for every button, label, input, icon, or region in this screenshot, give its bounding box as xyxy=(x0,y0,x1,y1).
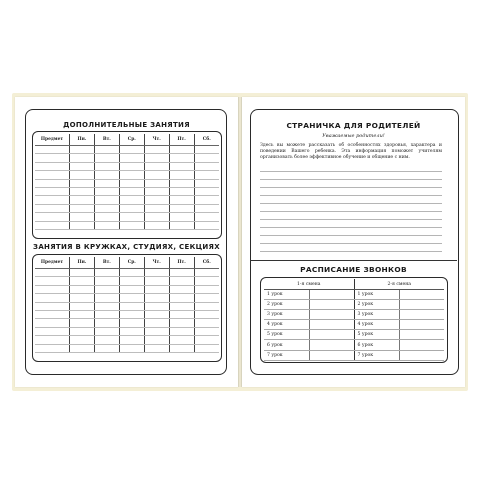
extra-classes-title: ДОПОЛНИТЕЛЬНЫЕ ЗАНЯТИЯ xyxy=(63,121,190,129)
column-header: Пн. xyxy=(70,134,95,146)
writing-line[interactable] xyxy=(260,219,442,220)
table-cell[interactable] xyxy=(169,302,194,310)
table-cell[interactable] xyxy=(169,294,194,302)
lesson-label: 1 урок xyxy=(354,290,399,300)
table-cell[interactable] xyxy=(144,277,169,285)
writing-line[interactable] xyxy=(260,211,442,212)
table-cell[interactable] xyxy=(94,344,119,352)
table-cell[interactable] xyxy=(94,154,119,162)
column-header: Пт. xyxy=(169,134,194,146)
table-cell[interactable] xyxy=(194,277,219,285)
lesson-label: 3 урок xyxy=(264,310,309,320)
table-row xyxy=(35,327,219,335)
table-cell[interactable] xyxy=(35,294,70,302)
table-cell[interactable] xyxy=(169,277,194,285)
column-header: Предмет xyxy=(35,134,70,146)
table-cell[interactable] xyxy=(194,285,219,293)
table-cell[interactable] xyxy=(194,319,219,327)
writing-line[interactable] xyxy=(260,179,442,180)
table-cell[interactable] xyxy=(194,336,219,344)
table-cell[interactable] xyxy=(119,319,144,327)
table-cell[interactable] xyxy=(169,269,194,277)
lesson-label: 5 урок xyxy=(264,330,309,340)
table-cell[interactable] xyxy=(119,187,144,195)
table-cell[interactable] xyxy=(94,213,119,221)
table-cell[interactable] xyxy=(144,344,169,352)
writing-line[interactable] xyxy=(260,243,442,244)
table-row xyxy=(35,310,219,318)
table-cell[interactable] xyxy=(70,344,95,352)
table-cell[interactable] xyxy=(119,310,144,318)
column-header: Пн. xyxy=(70,257,95,269)
table-row xyxy=(35,302,219,310)
table-cell[interactable] xyxy=(194,187,219,195)
table-cell[interactable] xyxy=(119,327,144,335)
bells-header-row xyxy=(264,279,444,290)
table-row xyxy=(35,187,219,195)
table-cell[interactable] xyxy=(119,154,144,162)
table-cell[interactable] xyxy=(35,336,70,344)
table-cell[interactable] xyxy=(144,196,169,204)
table-cell[interactable] xyxy=(35,196,70,204)
time-cell[interactable] xyxy=(309,300,354,310)
shift-2-header: 2-я смена xyxy=(354,279,444,290)
writing-line[interactable] xyxy=(260,195,442,196)
table-row xyxy=(35,277,219,285)
lesson-label: 1 урок xyxy=(264,290,309,300)
table-cell[interactable] xyxy=(35,277,70,285)
lesson-label: 7 урок xyxy=(354,350,399,360)
table-row xyxy=(35,179,219,187)
table-cell[interactable] xyxy=(194,154,219,162)
table-cell[interactable] xyxy=(70,162,95,170)
table-cell[interactable] xyxy=(70,196,95,204)
table-row xyxy=(35,336,219,344)
parents-greeting: Уважаемые родители! xyxy=(322,133,385,139)
table-cell[interactable] xyxy=(194,302,219,310)
writing-line[interactable] xyxy=(260,251,442,252)
time-cell[interactable] xyxy=(399,300,444,310)
column-header: Чт. xyxy=(144,134,169,146)
table-cell[interactable] xyxy=(94,221,119,229)
parents-title: СТРАНИЧКА ДЛЯ РОДИТЕЛЕЙ xyxy=(286,121,421,130)
left-page xyxy=(15,97,238,387)
bells-row xyxy=(264,340,444,350)
time-cell[interactable] xyxy=(309,290,354,300)
table-cell[interactable] xyxy=(144,336,169,344)
parents-intro-text: Здесь вы можете рассказать об особенностях здоровья, характера и поведении Вашего ребенка. Эта информация поможет учителям организовать более эффективное обучение и общение с ним. xyxy=(260,143,442,161)
extra-classes-table xyxy=(35,134,219,230)
column-header: Ср. xyxy=(119,134,144,146)
table-row xyxy=(35,269,219,277)
time-cell[interactable] xyxy=(399,320,444,330)
table-cell[interactable] xyxy=(119,285,144,293)
table-cell[interactable] xyxy=(94,269,119,277)
table-row xyxy=(35,221,219,229)
extra-classes-frame xyxy=(32,131,222,239)
table-cell[interactable] xyxy=(70,285,95,293)
table-cell[interactable] xyxy=(94,285,119,293)
table-cell[interactable] xyxy=(194,196,219,204)
table-cell[interactable] xyxy=(70,336,95,344)
table-cell[interactable] xyxy=(94,310,119,318)
table-cell[interactable] xyxy=(144,285,169,293)
lesson-label: 4 урок xyxy=(264,320,309,330)
table-row xyxy=(35,171,219,179)
table-row xyxy=(35,285,219,293)
lesson-label: 6 урок xyxy=(354,340,399,350)
table-cell[interactable] xyxy=(70,294,95,302)
writing-line[interactable] xyxy=(260,203,442,204)
column-header: Сб. xyxy=(194,257,219,269)
table-cell[interactable] xyxy=(194,179,219,187)
clubs-title: ЗАНЯТИЯ В КРУЖКАХ, СТУДИЯХ, СЕКЦИЯХ xyxy=(33,243,220,251)
lesson-label: 7 урок xyxy=(264,350,309,360)
table-cell[interactable] xyxy=(194,269,219,277)
table-cell[interactable] xyxy=(70,302,95,310)
table-cell[interactable] xyxy=(70,146,95,154)
table-row xyxy=(35,196,219,204)
table-cell[interactable] xyxy=(70,171,95,179)
column-header: Предмет xyxy=(35,257,70,269)
table-cell[interactable] xyxy=(70,277,95,285)
bells-row xyxy=(264,300,444,310)
table-cell[interactable] xyxy=(194,204,219,212)
clubs-frame xyxy=(32,254,222,362)
table-cell[interactable] xyxy=(70,269,95,277)
table-cell[interactable] xyxy=(144,269,169,277)
table-cell[interactable] xyxy=(70,310,95,318)
lesson-label: 5 урок xyxy=(354,330,399,340)
table-cell[interactable] xyxy=(94,187,119,195)
table-cell[interactable] xyxy=(169,171,194,179)
bells-title: РАСПИСАНИЕ ЗВОНКОВ xyxy=(300,265,407,274)
table-cell[interactable] xyxy=(169,204,194,212)
table-cell[interactable] xyxy=(119,294,144,302)
table-cell[interactable] xyxy=(35,187,70,195)
time-cell[interactable] xyxy=(399,340,444,350)
table-cell[interactable] xyxy=(119,204,144,212)
table-cell[interactable] xyxy=(35,269,70,277)
time-cell[interactable] xyxy=(399,310,444,320)
table-row xyxy=(35,146,219,154)
table-cell[interactable] xyxy=(144,154,169,162)
table-row xyxy=(35,319,219,327)
table-cell[interactable] xyxy=(144,221,169,229)
table-cell[interactable] xyxy=(70,319,95,327)
table-cell[interactable] xyxy=(94,196,119,204)
table-row xyxy=(35,154,219,162)
table-cell[interactable] xyxy=(144,294,169,302)
table-cell[interactable] xyxy=(144,187,169,195)
table-cell[interactable] xyxy=(144,179,169,187)
table-cell[interactable] xyxy=(144,319,169,327)
lesson-label: 4 урок xyxy=(354,320,399,330)
right-page xyxy=(242,97,465,387)
table-cell[interactable] xyxy=(194,221,219,229)
table-cell[interactable] xyxy=(194,213,219,221)
table-cell[interactable] xyxy=(119,277,144,285)
table-cell[interactable] xyxy=(94,294,119,302)
column-header: Чт. xyxy=(144,257,169,269)
lesson-label: 3 урок xyxy=(354,310,399,320)
writing-line[interactable] xyxy=(260,171,442,172)
table-row xyxy=(35,344,219,352)
table-cell[interactable] xyxy=(35,179,70,187)
writing-line[interactable] xyxy=(260,227,442,228)
section-divider xyxy=(250,260,457,261)
table-cell[interactable] xyxy=(144,302,169,310)
column-header: Ср. xyxy=(119,257,144,269)
writing-line[interactable] xyxy=(260,187,442,188)
table-cell[interactable] xyxy=(35,146,70,154)
table-cell[interactable] xyxy=(144,327,169,335)
table-cell[interactable] xyxy=(35,204,70,212)
bells-table xyxy=(264,279,444,361)
bells-row xyxy=(264,350,444,360)
table-cell[interactable] xyxy=(94,171,119,179)
table-cell[interactable] xyxy=(169,344,194,352)
table-cell[interactable] xyxy=(94,204,119,212)
table-cell[interactable] xyxy=(35,154,70,162)
table-cell[interactable] xyxy=(169,196,194,204)
table-cell[interactable] xyxy=(70,213,95,221)
table-cell[interactable] xyxy=(169,179,194,187)
table-cell[interactable] xyxy=(35,344,70,352)
column-header: Пт. xyxy=(169,257,194,269)
table-cell[interactable] xyxy=(144,310,169,318)
table-cell[interactable] xyxy=(144,146,169,154)
bells-row xyxy=(264,310,444,320)
time-cell[interactable] xyxy=(309,340,354,350)
table-cell[interactable] xyxy=(194,294,219,302)
time-cell[interactable] xyxy=(399,350,444,360)
table-cell[interactable] xyxy=(144,204,169,212)
table-cell[interactable] xyxy=(70,327,95,335)
table-cell[interactable] xyxy=(169,319,194,327)
table-cell[interactable] xyxy=(119,171,144,179)
table-cell[interactable] xyxy=(169,327,194,335)
table-cell[interactable] xyxy=(194,171,219,179)
writing-line[interactable] xyxy=(260,235,442,236)
table-cell[interactable] xyxy=(70,154,95,162)
table-row xyxy=(35,162,219,170)
table-cell[interactable] xyxy=(119,162,144,170)
column-header: Сб. xyxy=(194,134,219,146)
lesson-label: 2 урок xyxy=(354,300,399,310)
time-cell[interactable] xyxy=(399,330,444,340)
table-cell[interactable] xyxy=(35,171,70,179)
table-cell[interactable] xyxy=(194,310,219,318)
table-cell[interactable] xyxy=(94,302,119,310)
table-cell[interactable] xyxy=(119,336,144,344)
table-cell[interactable] xyxy=(94,327,119,335)
time-cell[interactable] xyxy=(309,320,354,330)
column-header: Вт. xyxy=(94,134,119,146)
table-cell[interactable] xyxy=(70,187,95,195)
time-cell[interactable] xyxy=(309,330,354,340)
table-cell[interactable] xyxy=(169,162,194,170)
table-cell[interactable] xyxy=(70,179,95,187)
table-cell[interactable] xyxy=(119,221,144,229)
table-cell[interactable] xyxy=(194,344,219,352)
table-row xyxy=(35,294,219,302)
bells-row xyxy=(264,290,444,300)
table-cell[interactable] xyxy=(169,336,194,344)
table-cell[interactable] xyxy=(70,221,95,229)
table-cell[interactable] xyxy=(94,336,119,344)
table-cell[interactable] xyxy=(35,327,70,335)
table-cell[interactable] xyxy=(119,213,144,221)
lesson-label: 6 урок xyxy=(264,340,309,350)
bells-frame xyxy=(260,277,448,363)
time-cell[interactable] xyxy=(309,350,354,360)
table-cell[interactable] xyxy=(35,162,70,170)
table-cell[interactable] xyxy=(94,146,119,154)
table-cell[interactable] xyxy=(169,146,194,154)
table-cell[interactable] xyxy=(194,146,219,154)
table-cell[interactable] xyxy=(35,302,70,310)
table-cell[interactable] xyxy=(94,162,119,170)
table-cell[interactable] xyxy=(194,162,219,170)
table-header-row xyxy=(35,134,219,146)
table-cell[interactable] xyxy=(119,179,144,187)
table-cell[interactable] xyxy=(169,213,194,221)
table-cell[interactable] xyxy=(119,146,144,154)
time-cell[interactable] xyxy=(309,310,354,320)
table-cell[interactable] xyxy=(169,154,194,162)
table-cell[interactable] xyxy=(35,319,70,327)
table-cell[interactable] xyxy=(35,285,70,293)
table-cell[interactable] xyxy=(35,221,70,229)
table-cell[interactable] xyxy=(169,310,194,318)
table-cell[interactable] xyxy=(144,162,169,170)
column-header: Вт. xyxy=(94,257,119,269)
table-header-row xyxy=(35,257,219,269)
bells-row xyxy=(264,330,444,340)
clubs-table xyxy=(35,257,219,353)
table-cell[interactable] xyxy=(35,310,70,318)
table-cell[interactable] xyxy=(194,327,219,335)
table-cell[interactable] xyxy=(119,269,144,277)
table-cell[interactable] xyxy=(70,204,95,212)
bells-row xyxy=(264,320,444,330)
table-row xyxy=(35,204,219,212)
table-cell[interactable] xyxy=(119,196,144,204)
table-cell[interactable] xyxy=(94,319,119,327)
table-cell[interactable] xyxy=(119,302,144,310)
table-row xyxy=(35,213,219,221)
table-cell[interactable] xyxy=(169,187,194,195)
table-cell[interactable] xyxy=(169,285,194,293)
table-cell[interactable] xyxy=(119,344,144,352)
lesson-label: 2 урок xyxy=(264,300,309,310)
table-cell[interactable] xyxy=(94,179,119,187)
table-cell[interactable] xyxy=(144,213,169,221)
table-cell[interactable] xyxy=(35,213,70,221)
table-cell[interactable] xyxy=(144,171,169,179)
table-cell[interactable] xyxy=(94,277,119,285)
time-cell[interactable] xyxy=(399,290,444,300)
shift-1-header: 1-я смена xyxy=(264,279,354,290)
table-cell[interactable] xyxy=(169,221,194,229)
